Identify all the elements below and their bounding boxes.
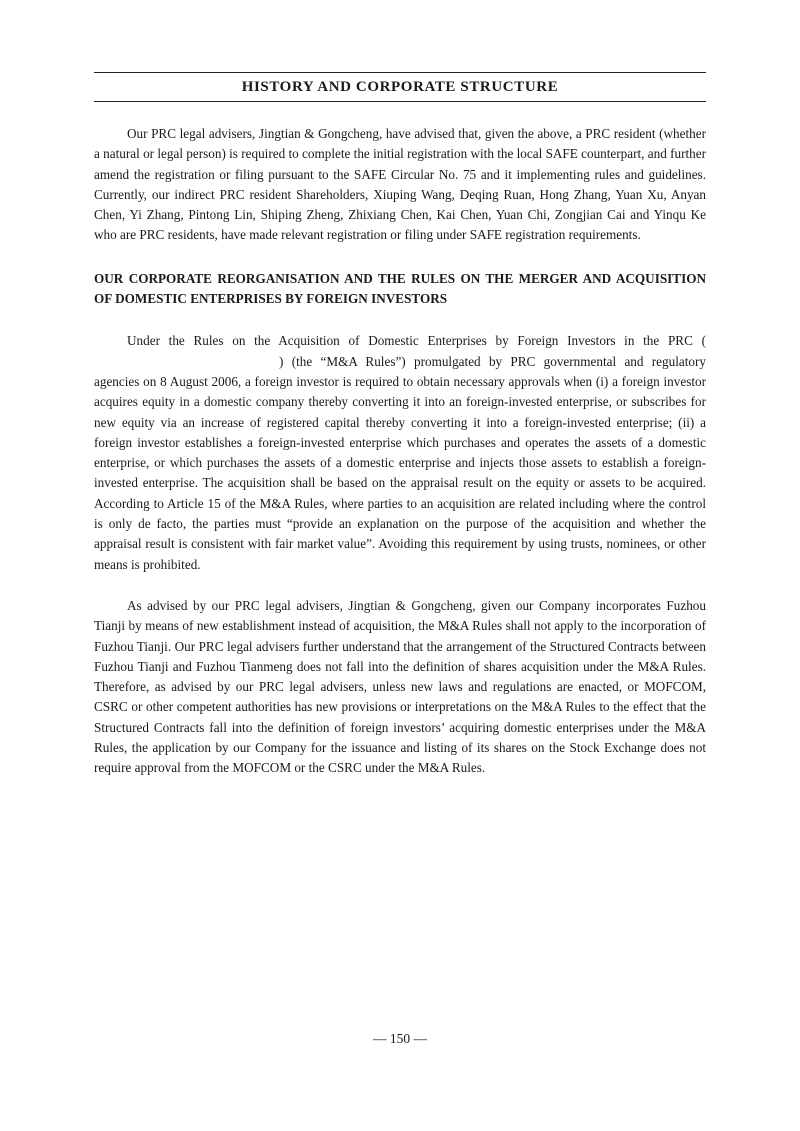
document-page: [94, 72, 706, 779]
paragraph-ma-rules: [94, 331, 706, 575]
paragraph-ma-rules-start: Under the Rules on the Acquisition of Domestic Enterprises by Foreign Investors in the PRC (: [127, 333, 706, 349]
page-header-title: HISTORY AND CORPORATE STRUCTURE: [241, 79, 559, 95]
paragraph-ma-rules-rest: ) (the “M&A Rules”) promulgated by PRC governmental and regulatory agencies on 8 August 2006, a foreign investor is required to obtain necessary approvals when (i) a foreign investor acquires equity in a domestic company thereby converting it into an foreign-invested enterprise, or subscribes for new equity via an increase of registered capital thereby converting it into a foreign-invested enterprise; (ii) a foreign investor establishes a foreign-invested enterprise which purchases and operates the assets of a domestic enterprise, or which purchases the assets of a domestic enterprise and injects those assets to establish a foreign-invested enterprise. The acquisition shall be based on the appraisal result on the equity or assets to be acquired. According to Article 15 of the M&A Rules, where parties to an acquisition are related including where the control is only de facto, the parties must “provide an explanation on the purpose of the acquisition and whether the appraisal result is consistent with fair market value”. Avoiding this requirement by using trusts, nominees, or other means is prohibited.: [94, 353, 706, 572]
section-heading-reorganisation: OUR CORPORATE REORGANISATION AND THE RULES ON THE MERGER AND ACQUISITION OF DOMESTIC ENTERPRISES BY FOREIGN INVESTORS: [94, 270, 706, 307]
paragraph-ma-rules-application: As advised by our PRC legal advisers, Jingtian & Gongcheng, given our Company incorporates Fuzhou Tianji by means of new establishment instead of acquisition, the M&A Rules shall not apply to the incorporation of Fuzhou Tianji. Our PRC legal advisers further understand that the arrangement of the Structured Contracts between Fuzhou Tianji and Fuzhou Tianmeng does not fall into the definition of shares acquisition under the M&A Rules. Therefore, as advised by our PRC legal advisers, unless new laws and regulations are enacted, or MOFCOM, CSRC or other competent authorities has new provisions or interpretations on the M&A Rules to the effect that the Structured Contracts fall into the definition of foreign investors’ acquiring domestic enterprises under the M&A Rules, the application by our Company for the issuance and listing of its shares on the Stock Exchange does not require approval from the MOFCOM or the CSRC under the M&A Rules.: [94, 597, 706, 776]
page-number: — 150 —: [373, 1031, 427, 1046]
header-bottom-rule: [94, 101, 706, 102]
paragraph-safe-registration: Our PRC legal advisers, Jingtian & Gongcheng, have advised that, given the above, a PRC resident (whether a natural or legal person) is required to complete the initial registration with the local SAFE counterpart, and further amend the registration or filing pursuant to the SAFE Circular No. 75 and it implementing rules and guidelines. Currently, our indirect PRC resident Shareholders, Xiuping Wang, Deqing Ruan, Hong Zhang, Yuan Xu, Anyan Chen, Yi Zhang, Pintong Lin, Shiping Zheng, Zhixiang Chen, Kai Chen, Yuan Chi, Zongjian Cai and Yinqu Ke who are PRC residents, have made relevant registration or filing under SAFE registration requirements.: [94, 126, 706, 243]
